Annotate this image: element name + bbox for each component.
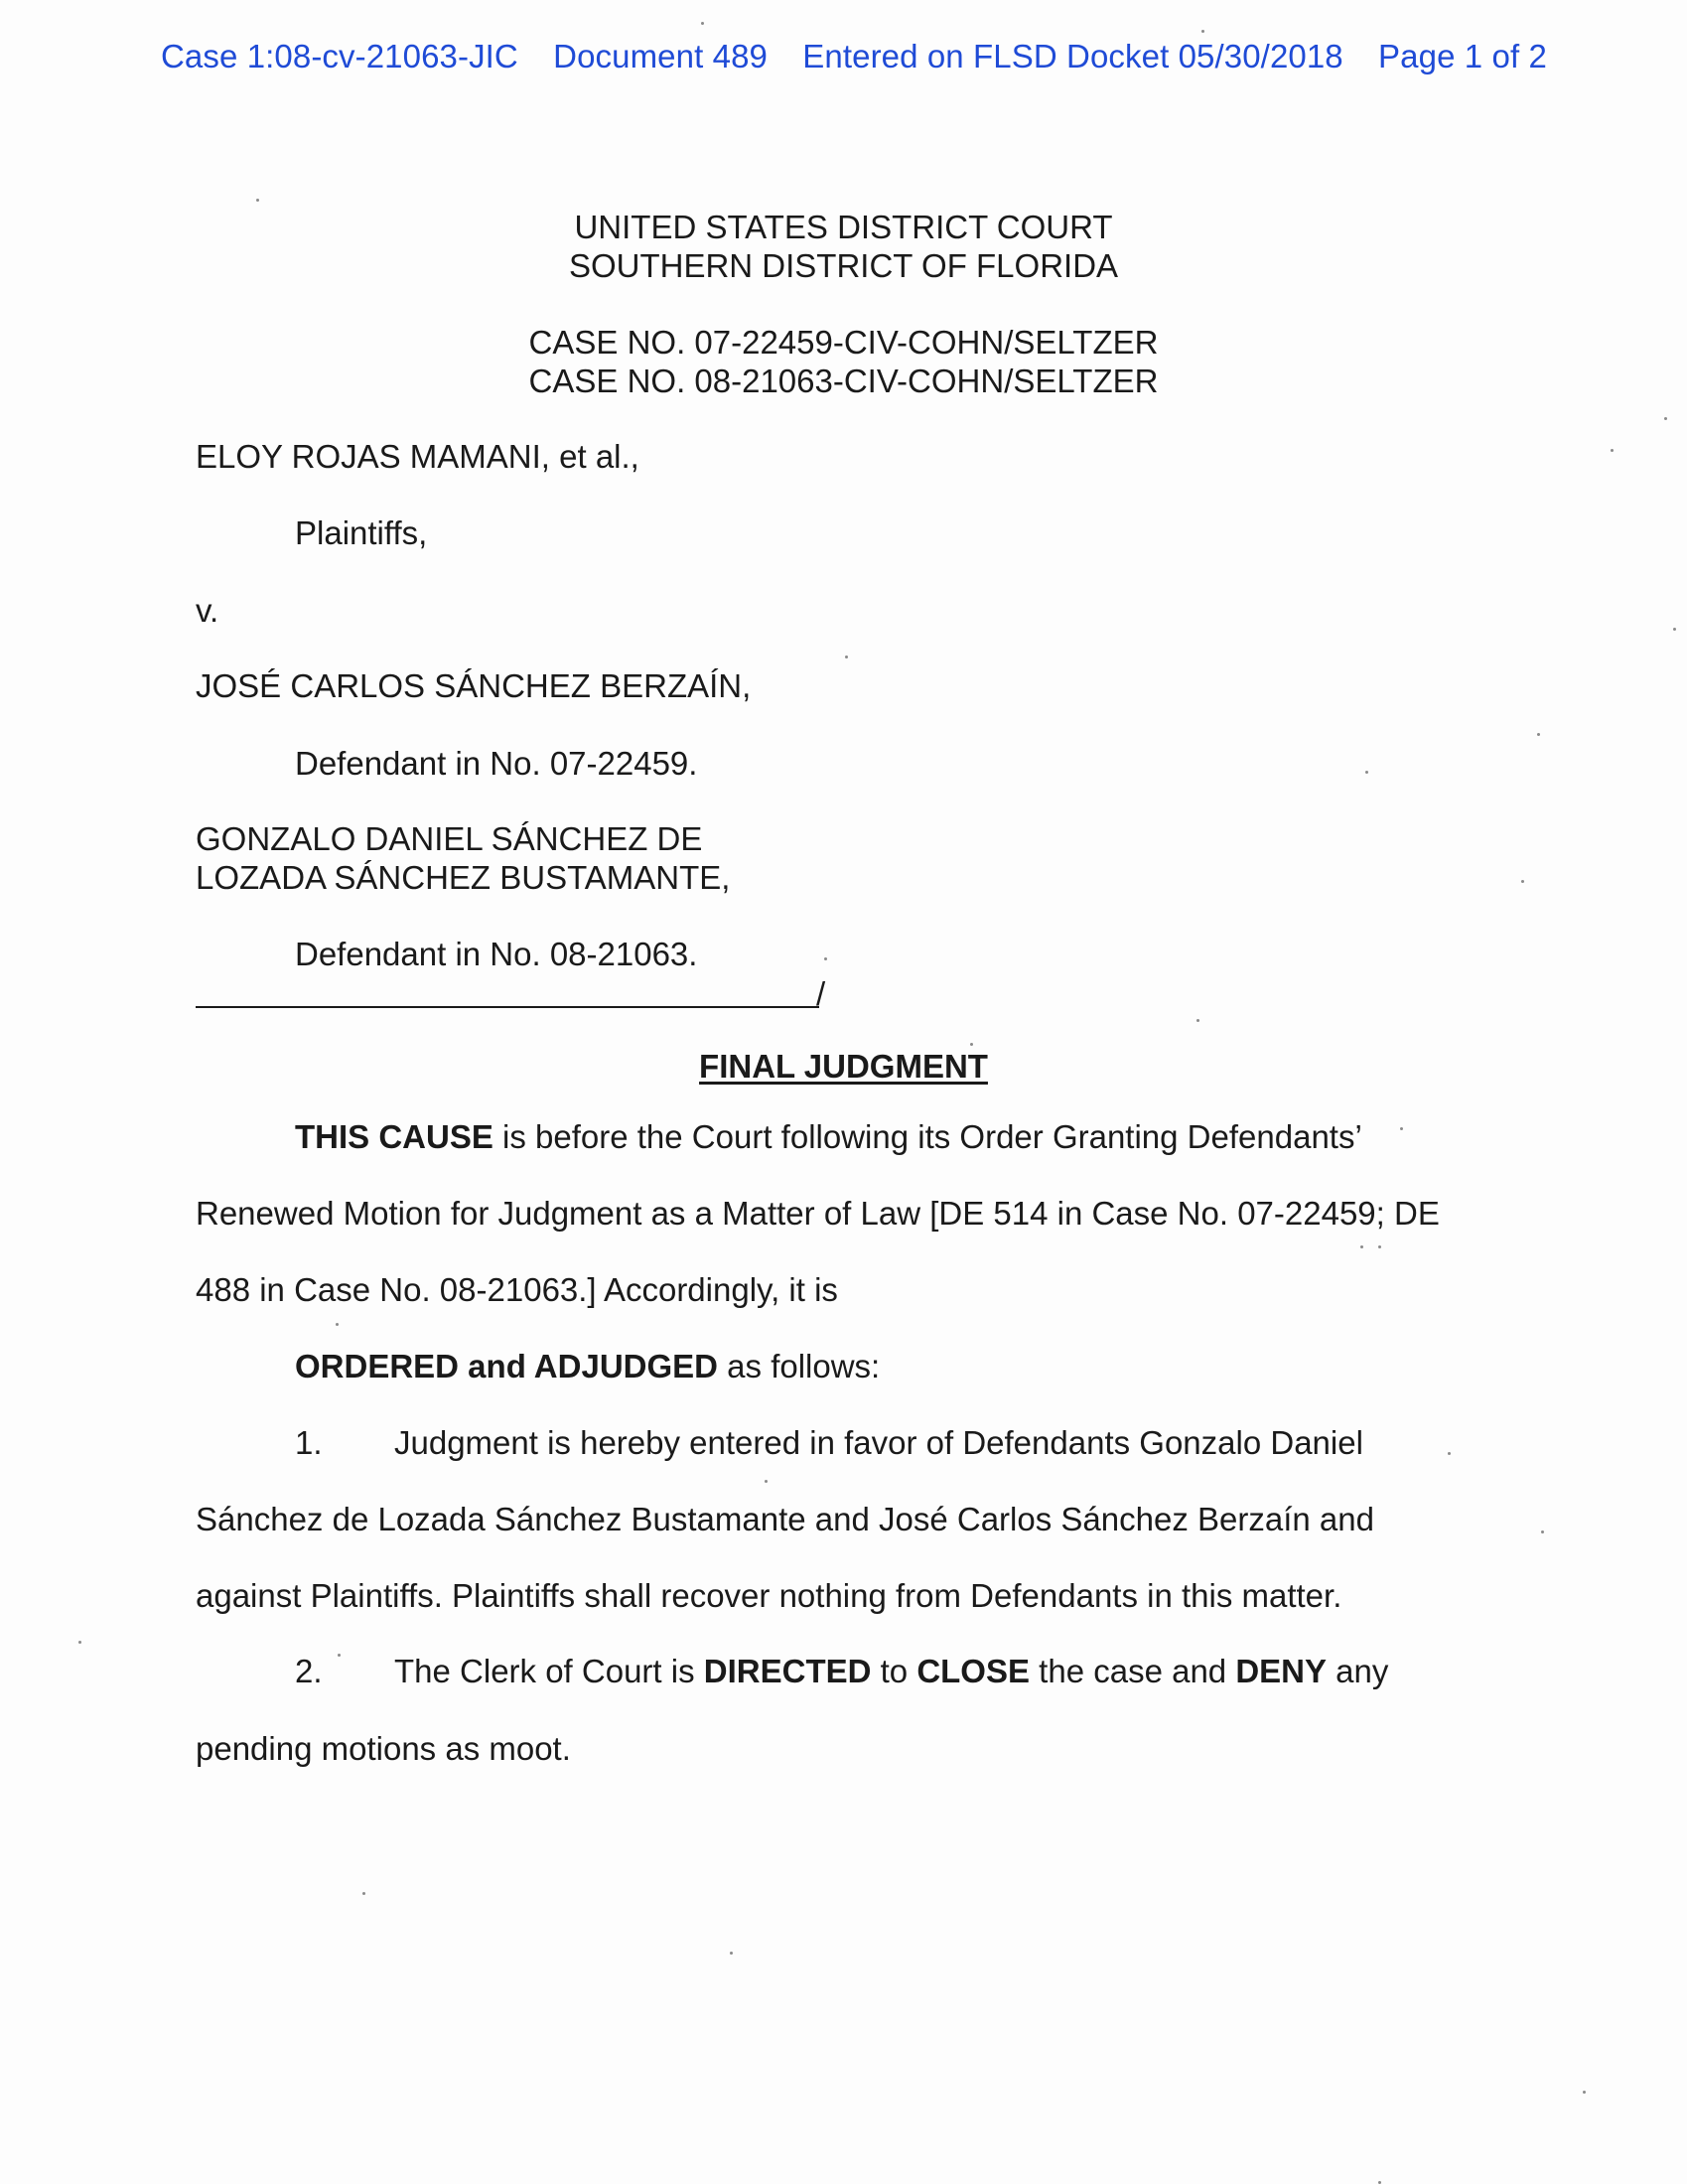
- ordered-adjudged-bold: ORDERED and ADJUDGED: [295, 1348, 718, 1384]
- scan-speck: [1365, 771, 1368, 774]
- scan-speck: [1521, 880, 1524, 883]
- header-entered-date: Entered on FLSD Docket 05/30/2018: [802, 38, 1343, 74]
- defendant-2-name-line-1: GONZALO DANIEL SÁNCHEZ DE: [196, 820, 703, 857]
- item-2-number: 2.: [295, 1653, 323, 1689]
- close-bold: CLOSE: [916, 1653, 1030, 1689]
- paragraph-1-text: is before the Court following its Order Granting Defendants’: [492, 1118, 1362, 1155]
- scan-speck: [701, 22, 704, 25]
- defendant-2-name-line-2: LOZADA SÁNCHEZ BUSTAMANTE,: [196, 859, 731, 896]
- scan-speck: [1378, 1245, 1381, 1248]
- scan-speck: [1673, 628, 1676, 631]
- item-2-text-d: the case and: [1030, 1653, 1236, 1689]
- scan-speck: [1583, 2091, 1586, 2094]
- scan-speck: [1360, 1245, 1363, 1248]
- scan-speck: [1664, 417, 1667, 420]
- scan-speck: [1196, 1019, 1199, 1022]
- paragraph-1-line-2: Renewed Motion for Judgment as a Matter of Law [DE 514 in Case No. 07-22459; DE: [196, 1195, 1440, 1232]
- scan-speck: [78, 1641, 81, 1644]
- header-case-number: Case 1:08-cv-21063-JIC: [161, 38, 518, 74]
- paragraph-1-line-1: [295, 1118, 1362, 1156]
- item-2-text-a: The Clerk of Court is: [394, 1653, 704, 1689]
- scan-speck: [1541, 1530, 1544, 1533]
- scan-speck: [1448, 1452, 1451, 1455]
- item-1-number: 1.: [295, 1424, 323, 1461]
- scan-speck: [1400, 1127, 1403, 1130]
- scan-speck: [730, 1952, 733, 1955]
- court-name: UNITED STATES DISTRICT COURT: [574, 209, 1113, 245]
- scan-speck: [765, 1480, 768, 1483]
- scan-speck: [336, 1323, 339, 1326]
- item-2-text-c: to: [871, 1653, 917, 1689]
- plaintiff-role: Plaintiffs,: [295, 514, 428, 551]
- this-cause-bold: THIS CAUSE: [295, 1118, 493, 1155]
- versus: v.: [196, 592, 219, 629]
- scan-speck: [1201, 30, 1204, 33]
- paragraph-1-line-3: 488 in Case No. 08-21063.] Accordingly, it is: [196, 1271, 838, 1308]
- item-1-line-3: against Plaintiffs. Plaintiffs shall recover nothing from Defendants in this matter.: [196, 1577, 1342, 1614]
- directed-bold: DIRECTED: [703, 1653, 872, 1689]
- caption-divider-line: [196, 1006, 819, 1008]
- scan-speck: [1611, 449, 1614, 452]
- scan-speck: [970, 1043, 973, 1046]
- scan-speck: [256, 199, 259, 202]
- defendant-1-name: JOSÉ CARLOS SÁNCHEZ BERZAÍN,: [196, 667, 752, 704]
- caption-divider-slash: /: [816, 975, 826, 1012]
- scan-speck: [362, 1892, 365, 1895]
- item-2-text-e: any: [1327, 1653, 1389, 1689]
- scan-speck: [824, 957, 827, 960]
- item-2-line-1: [394, 1653, 1388, 1690]
- defendant-1-role: Defendant in No. 07-22459.: [295, 745, 698, 782]
- scan-speck: [1537, 733, 1540, 736]
- court-district: SOUTHERN DISTRICT OF FLORIDA: [568, 247, 1119, 284]
- case-number-1: CASE NO. 07-22459-CIV-COHN/SELTZER: [528, 324, 1159, 361]
- case-number-2: CASE NO. 08-21063-CIV-COHN/SELTZER: [528, 363, 1159, 399]
- item-2-line-2: pending motions as moot.: [196, 1730, 571, 1767]
- ordered-adjudged-text: as follows:: [718, 1348, 881, 1384]
- header-page-count: Page 1 of 2: [1378, 38, 1547, 74]
- docket-header-stamp: [161, 38, 1547, 75]
- document-title: FINAL JUDGMENT: [699, 1048, 988, 1085]
- item-1-line-2: Sánchez de Lozada Sánchez Bustamante and José Carlos Sánchez Berzaín and: [196, 1501, 1374, 1537]
- deny-bold: DENY: [1235, 1653, 1328, 1689]
- header-document-number: Document 489: [553, 38, 768, 74]
- defendant-2-role: Defendant in No. 08-21063.: [295, 936, 698, 972]
- scan-speck: [845, 655, 848, 658]
- plaintiff-name: ELOY ROJAS MAMANI, et al.,: [196, 438, 639, 475]
- ordered-adjudged-line: [295, 1348, 880, 1385]
- item-1-line-1: Judgment is hereby entered in favor of Defendants Gonzalo Daniel: [394, 1424, 1363, 1461]
- scan-speck: [338, 1654, 341, 1657]
